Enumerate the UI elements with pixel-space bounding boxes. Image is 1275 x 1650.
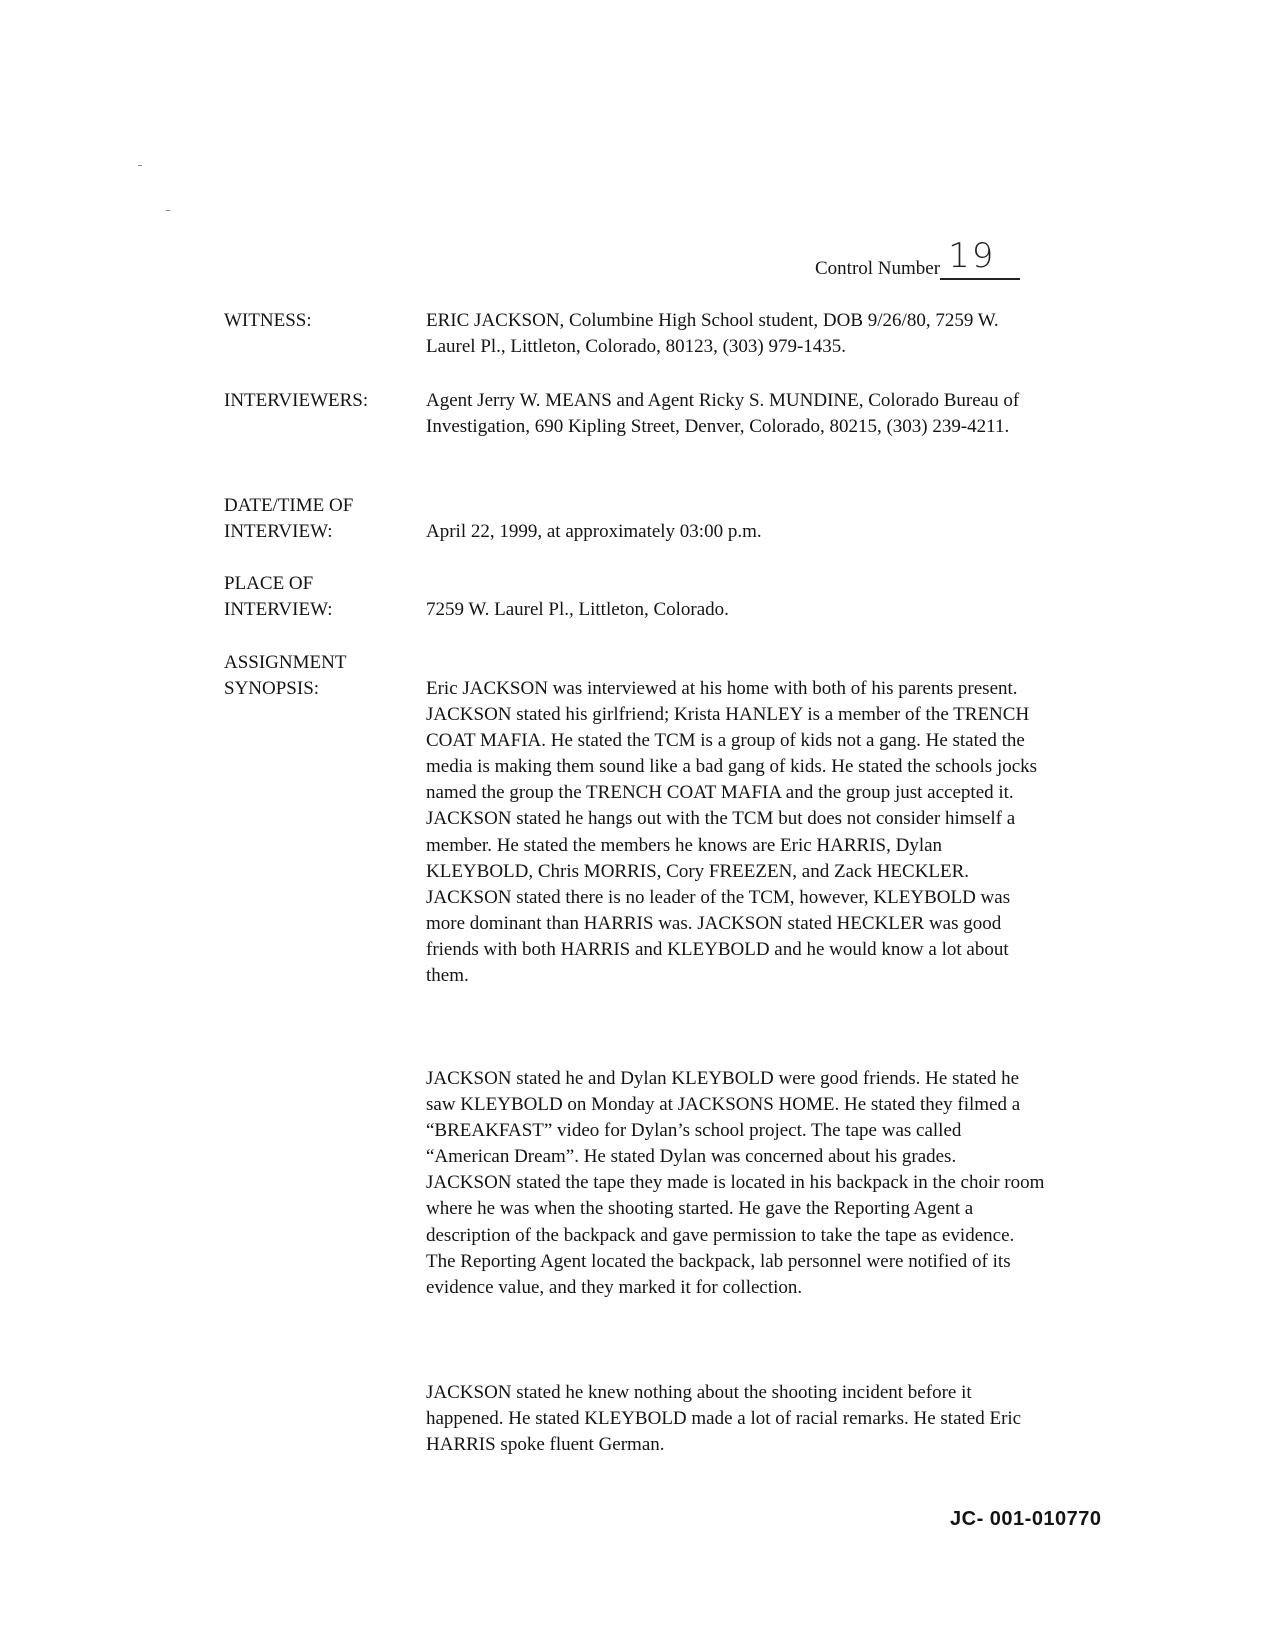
control-number-blank (940, 236, 1020, 280)
place-label-line1: PLACE OF (224, 573, 314, 594)
scan-speck (138, 165, 142, 166)
synopsis-paragraph: JACKSON stated he knew nothing about the shooting incident before it happened. He stated KLEYBOLD made a lot of racial remarks. He stated Eric HARRIS spoke fluent German. (426, 1382, 1022, 1456)
synopsis-paragraph: JACKSON stated he and Dylan KLEYBOLD were good friends. He stated he saw KLEYBOLD on Monday at JACKSONS HOME. He stated they filmed a “BREAKFAST” video for Dylan’s school project. The tape was called “American Dream”. He stated Dylan was concerned about his grades. JACKSON stated the tape they made is located in his backpack in the choir room where he was when the shooting started. He gave the Reporting Agent a description of the backpack and gave permission to take the tape as evidence. The Reporting Agent located the backpack, lab personnel were notified of its evidence value, and they marked it for collection. (426, 1068, 1045, 1298)
interviewers-label: INTERVIEWERS: (224, 390, 369, 411)
witness-label: WITNESS: (224, 310, 312, 331)
synopsis-label-line2: SYNOPSIS: (224, 678, 320, 699)
place-label-line2: INTERVIEW: (224, 599, 333, 620)
datetime-label-line2: INTERVIEW: (224, 521, 333, 542)
control-number-handwritten: 19 (948, 236, 996, 276)
synopsis-paragraph: Eric JACKSON was interviewed at his home with both of his parents present. JACKSON stated his girlfriend; Krista HANLEY is a member of the TRENCH COAT MAFIA. He stated the TCM is a group of kids not a gang. He stated the media is making them sound like a bad gang of kids. He stated the schools jocks named the group the TRENCH COAT MAFIA and the group just accepted it. JACKSON stated he hangs out with the TCM but does not consider himself a member. He stated the members he knows are Eric HARRIS, Dylan KLEYBOLD, Chris MORRIS, Cory FREEZEN, and Zack HECKLER. JACKSON stated there is no leader of the TCM, however, KLEYBOLD was more dominant than HARRIS was. JACKSON stated HECKLER was good friends with both HARRIS and KLEYBOLD and he would know a lot about them. (426, 678, 1038, 987)
control-number (815, 236, 1020, 280)
scan-speck (166, 210, 170, 211)
witness-value: ERIC JACKSON, Columbine High School student, DOB 9/26/80, 7259 W. Laurel Pl., Littleton, Colorado, 80123, (303) 979-1435. (426, 310, 999, 357)
place-value: 7259 W. Laurel Pl., Littleton, Colorado. (426, 599, 729, 620)
datetime-label-line1: DATE/TIME OF (224, 495, 354, 516)
synopsis-label-line1: ASSIGNMENT (224, 652, 347, 673)
bates-number: JC- 001-010770 (950, 1508, 1102, 1530)
control-number-label: Control Number (815, 258, 941, 279)
datetime-value: April 22, 1999, at approximately 03:00 p.m. (426, 521, 762, 542)
interviewers-value: Agent Jerry W. MEANS and Agent Ricky S. MUNDINE, Colorado Bureau of Investigation, 690 Kipling Street, Denver, Colorado, 80215, (303) 239-4211. (426, 390, 1020, 437)
